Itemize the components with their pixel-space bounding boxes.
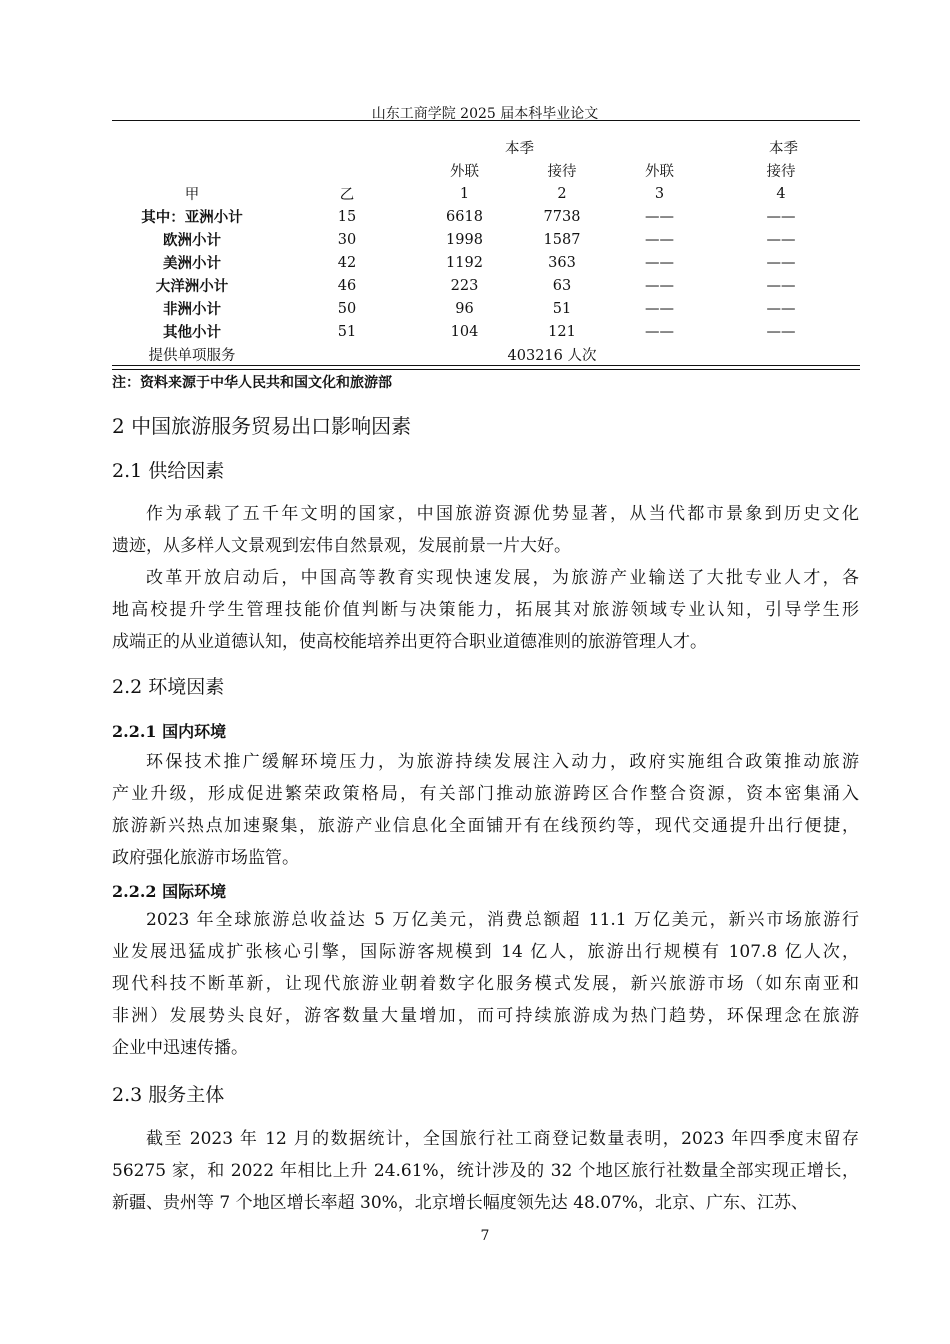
- paragraph-line: 政府强化旅游市场监管。: [112, 848, 299, 868]
- paragraph-line: 旅游新兴热点加速聚集，旅游产业信息化全面铺开有在线预约等，现代交通提升出行便捷，: [112, 816, 859, 836]
- sub-header: 接待: [547, 164, 577, 180]
- index-cell: 1: [459, 185, 470, 202]
- cell-c1: 6618: [446, 208, 483, 225]
- index-cell: 3: [654, 185, 665, 202]
- table-row: [112, 205, 860, 228]
- paragraph-line: 企业中迅速传播。: [112, 1038, 248, 1058]
- paragraph-line: 现代科技不断革新，让现代旅游业朝着数字化服务模式发展，新兴旅游市场（如东南亚和: [112, 974, 859, 994]
- paragraph-line: 56275 家，和 2022 年相比上升 24.61%，统计涉及的 32 个地区旅行社数量全部实现正增长，: [112, 1161, 859, 1181]
- section-heading-2-1: 2.1 供给因素: [112, 460, 225, 482]
- table-row: [112, 320, 860, 343]
- paragraph: [112, 746, 859, 874]
- footer-label: 提供单项服务: [148, 348, 236, 364]
- cell-c4: ——: [766, 254, 796, 271]
- group-header: 本季: [769, 141, 798, 157]
- paragraph-line: 地高校提升学生管理技能价值判断与决策能力，拓展其对旅游领域专业认知，引导学生形: [112, 600, 859, 620]
- running-header: 山东工商学院 2025 届本科毕业论文: [371, 106, 599, 122]
- paragraph: [112, 1123, 859, 1219]
- section-heading-2-2-1: 2.2.1 国内环境: [112, 722, 227, 741]
- cell-c4: ——: [766, 231, 796, 248]
- cell-label: 其他小计: [163, 324, 221, 341]
- paragraph-line: 作为承载了五千年文明的国家，中国旅游资源优势显著，从当代都市景象到历史文化: [146, 504, 859, 524]
- tourism-stats-table: [112, 136, 860, 366]
- cell-label: 欧洲小计: [163, 232, 221, 249]
- sub-header: 外联: [645, 164, 674, 180]
- paragraph: [112, 904, 859, 1064]
- paragraph-line: 成端正的从业道德认知，使高校能培养出更符合职业道德准则的旅游管理人才。: [112, 632, 707, 652]
- table-note: 注：资料来源于中华人民共和国文化和旅游部: [112, 375, 392, 391]
- index-cell: 乙: [339, 187, 355, 203]
- paragraph-line: 产业升级，形成促进繁荣政策格局，有关部门推动旅游跨区合作整合资源，资本密集涌入: [112, 784, 859, 804]
- cell-c2: 63: [552, 277, 572, 294]
- cell-c1: 1998: [446, 231, 483, 248]
- paragraph-line: 2023 年全球旅游总收益达 5 万亿美元，消费总额超 11.1 万亿美元，新兴市场旅游行: [146, 910, 859, 930]
- section-heading-2: 2 中国旅游服务贸易出口影响因素: [112, 414, 412, 438]
- cell-c4: ——: [766, 323, 796, 340]
- header-rule: [112, 120, 860, 121]
- table-footer-row: [112, 343, 860, 366]
- cell-c3: ——: [645, 277, 674, 294]
- table-row: [112, 228, 860, 251]
- paragraph-line: 环保技术推广缓解环境压力，为旅游持续发展注入动力，政府实施组合政策推动旅游: [146, 752, 859, 772]
- cell-label: 非洲小计: [163, 301, 221, 318]
- table-group-header-row: [112, 136, 860, 159]
- cell-label: 其中：亚洲小计: [141, 209, 243, 226]
- paragraph: [112, 498, 859, 562]
- cell-code: 30: [337, 231, 357, 248]
- footer-value: 403216 人次: [507, 348, 597, 364]
- page-number: 7: [480, 1228, 490, 1244]
- cell-label: 美洲小计: [163, 255, 221, 272]
- group-header: 本季: [505, 141, 534, 157]
- cell-code: 46: [337, 277, 357, 294]
- cell-c1: 96: [455, 300, 474, 317]
- cell-code: 50: [337, 300, 357, 317]
- paragraph-line: 新疆、贵州等 7 个地区增长率超 30%，北京增长幅度领先达 48.07%，北京、广东、江苏、: [112, 1193, 809, 1213]
- table-sub-header-row: [112, 159, 860, 182]
- table-row: [112, 297, 860, 320]
- cell-c3: ——: [645, 231, 674, 248]
- cell-c1: 104: [450, 323, 479, 340]
- cell-c4: ——: [766, 277, 796, 294]
- cell-c3: ——: [645, 208, 674, 225]
- cell-code: 51: [337, 323, 357, 340]
- paragraph-line: 业发展迅猛成扩张核心引擎，国际游客规模到 14 亿人，旅游出行规模有 107.8 亿人次，: [112, 942, 859, 962]
- cell-c3: ——: [645, 254, 674, 271]
- cell-c1: 1192: [446, 254, 483, 271]
- paragraph-line: 改革开放启动后，中国高等教育实现快速发展，为旅游产业输送了大批专业人才，各: [146, 568, 859, 588]
- index-cell: 4: [776, 185, 786, 202]
- sub-header: 接待: [766, 164, 796, 180]
- cell-c2: 363: [548, 254, 576, 271]
- cell-c2: 51: [552, 300, 572, 317]
- cell-c2: 1587: [543, 231, 581, 248]
- cell-code: 42: [337, 254, 357, 271]
- cell-c3: ——: [645, 300, 674, 317]
- cell-c1: 223: [450, 277, 479, 294]
- cell-c2: 7738: [543, 208, 581, 225]
- section-heading-2-2-2: 2.2.2 国际环境: [112, 882, 227, 901]
- cell-c4: ——: [766, 300, 796, 317]
- cell-code: 15: [337, 208, 357, 225]
- sub-header: 外联: [450, 164, 479, 180]
- index-cell: 2: [557, 185, 567, 202]
- index-cell: 甲: [184, 187, 200, 203]
- paragraph-line: 非洲）发展势头良好，游客数量大量增加，而可持续旅游成为热门趋势，环保理念在旅游: [112, 1006, 859, 1026]
- table-row: [112, 251, 860, 274]
- cell-c2: 121: [548, 323, 576, 340]
- table-index-row: [112, 182, 860, 205]
- table-row: [112, 274, 860, 297]
- section-heading-2-3: 2.3 服务主体: [112, 1084, 225, 1106]
- paragraph-line: 遗迹，从多样人文景观到宏伟自然景观，发展前景一片大好。: [112, 536, 571, 556]
- section-heading-2-2: 2.2 环境因素: [112, 676, 225, 698]
- table-bottom-rule: [112, 365, 860, 370]
- cell-c3: ——: [645, 323, 674, 340]
- cell-c4: ——: [766, 208, 796, 225]
- paragraph-line: 截至 2023 年 12 月的数据统计，全国旅行社工商登记数量表明，2023 年四季度末留存: [146, 1129, 859, 1149]
- paragraph: [112, 562, 859, 658]
- cell-label: 大洋洲小计: [155, 278, 229, 295]
